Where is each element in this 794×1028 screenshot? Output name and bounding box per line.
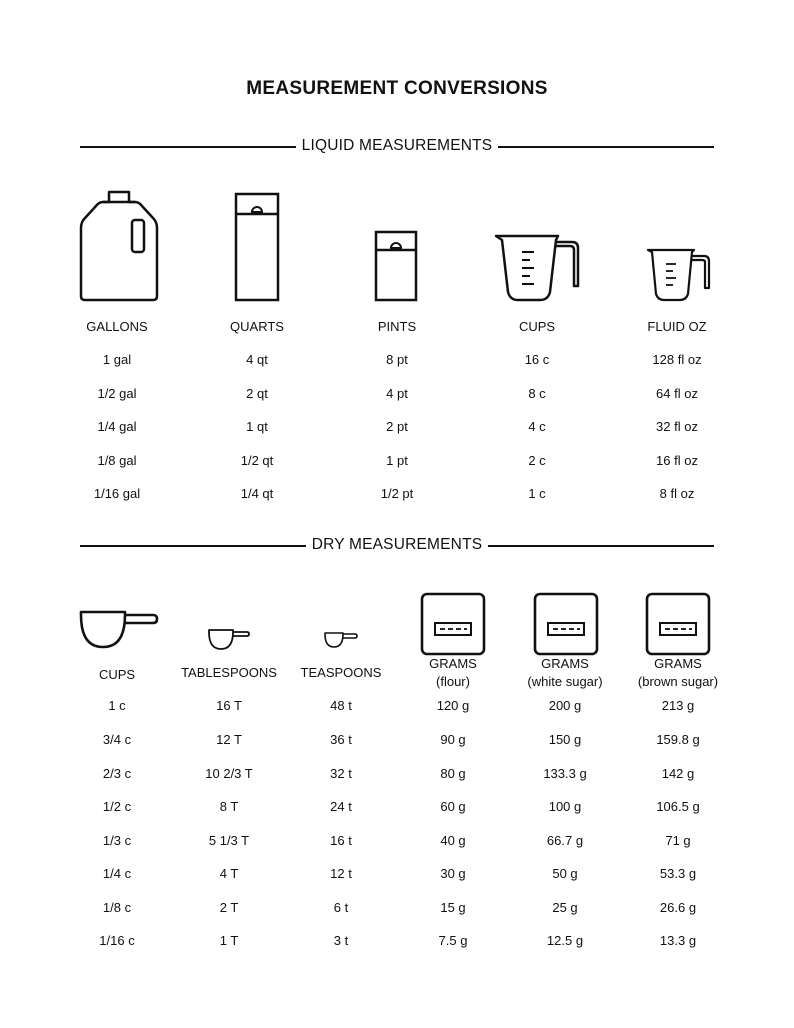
- quarts-cell: 1 qt: [246, 419, 268, 434]
- dry-cups-cell: 1/2 c: [102, 799, 132, 814]
- grams-white-sugar-cell: 133.3 g: [543, 766, 587, 781]
- cups-header: CUPS: [518, 319, 556, 334]
- cup-scoop-icon: [79, 609, 159, 651]
- grams-brown-sugar-cell: 213 g: [661, 698, 695, 713]
- quarts-header: QUARTS: [230, 319, 284, 334]
- grams-flour-cell: 7.5 g: [438, 933, 468, 948]
- cups-cell: 1 c: [528, 486, 546, 501]
- fluid-oz-header: FLUID OZ: [647, 319, 707, 334]
- grams-brown-sugar-cell: 13.3 g: [659, 933, 697, 948]
- teaspoons-cell: 24 t: [330, 799, 352, 814]
- grams-white-sugar-subheader: (white sugar): [527, 674, 603, 689]
- dry-cups-cell: 1/8 c: [102, 900, 132, 915]
- pints-cell: 4 pt: [386, 386, 408, 401]
- pints-cell: 8 pt: [386, 352, 408, 367]
- grams-brown-sugar-cell: 142 g: [661, 766, 695, 781]
- grams-flour-subheader: (flour): [436, 674, 470, 689]
- quarts-cell: 4 qt: [246, 352, 268, 367]
- gallon-jug-icon: [79, 190, 159, 302]
- grams-flour-cell: 15 g: [440, 900, 466, 915]
- grams-white-sugar-cell: 50 g: [552, 866, 578, 881]
- tablespoons-cell: 5 1/3 T: [208, 833, 250, 848]
- grams-brown-sugar-cell: 106.5 g: [656, 799, 700, 814]
- teaspoons-cell: 32 t: [330, 766, 352, 781]
- dry-cups-cell: 3/4 c: [102, 732, 132, 747]
- teaspoons-header: TEASPOONS: [300, 665, 382, 680]
- grams-flour-cell: 120 g: [436, 698, 470, 713]
- quart-carton-icon: [234, 192, 280, 302]
- grams-white-sugar-cell: 66.7 g: [546, 833, 584, 848]
- dry-section-title: DRY MEASUREMENTS: [306, 536, 489, 553]
- grams-flour-cell: 60 g: [440, 799, 466, 814]
- cups-cell: 16 c: [524, 352, 550, 367]
- tablespoons-cell: 2 T: [219, 900, 239, 915]
- grams-brown-sugar-cell: 71 g: [665, 833, 691, 848]
- dry-cups-cell: 2/3 c: [102, 766, 132, 781]
- dry-section-label: [0, 536, 794, 554]
- tablespoons-header: TABLESPOONS: [181, 665, 277, 680]
- pints-cell: 2 pt: [386, 419, 408, 434]
- grams-white-sugar-cell: 12.5 g: [546, 933, 584, 948]
- pints-header: PINTS: [377, 319, 417, 334]
- grams-brown-sugar-subheader: (brown sugar): [637, 674, 719, 689]
- pint-carton-icon: [374, 230, 418, 302]
- gallons-cell: 1 gal: [102, 352, 132, 367]
- grams-white-sugar-header: GRAMS: [541, 656, 589, 671]
- tablespoons-cell: 10 2/3 T: [205, 766, 253, 781]
- cups-cell: 2 c: [528, 453, 546, 468]
- liquid-section-title: LIQUID MEASUREMENTS: [296, 137, 499, 154]
- gallons-cell: 1/16 gal: [93, 486, 141, 501]
- fluid-oz-cell: 16 fl oz: [656, 453, 698, 468]
- fluid-oz-cell: 32 fl oz: [656, 419, 698, 434]
- gallons-header: GALLONS: [86, 319, 148, 334]
- page-title: MEASUREMENT CONVERSIONS: [246, 78, 548, 99]
- cups-cell: 4 c: [528, 419, 546, 434]
- teaspoon-scoop-icon: [323, 631, 359, 649]
- grams-white-sugar-cell: 200 g: [548, 698, 582, 713]
- pints-cell: 1/2 pt: [380, 486, 414, 501]
- teaspoons-cell: 6 t: [333, 900, 349, 915]
- teaspoons-cell: 36 t: [330, 732, 352, 747]
- gallons-cell: 1/8 gal: [97, 453, 137, 468]
- kitchen-scale-icon: [533, 592, 599, 656]
- grams-white-sugar-cell: 150 g: [548, 732, 582, 747]
- dry-cups-header: CUPS: [98, 667, 136, 682]
- small-measuring-cup-icon: [646, 246, 712, 304]
- grams-flour-cell: 80 g: [440, 766, 466, 781]
- fluid-oz-cell: 128 fl oz: [652, 352, 702, 367]
- tablespoons-cell: 16 T: [216, 698, 242, 713]
- kitchen-scale-icon: [645, 592, 711, 656]
- measuring-cup-icon: [494, 232, 580, 304]
- grams-white-sugar-cell: 100 g: [548, 799, 582, 814]
- fluid-oz-cell: 64 fl oz: [656, 386, 698, 401]
- grams-flour-cell: 30 g: [440, 866, 466, 881]
- grams-brown-sugar-cell: 53.3 g: [659, 866, 697, 881]
- grams-flour-header: GRAMS: [429, 656, 477, 671]
- grams-brown-sugar-header: GRAMS: [654, 656, 702, 671]
- dry-cups-cell: 1/3 c: [102, 833, 132, 848]
- teaspoons-cell: 16 t: [330, 833, 352, 848]
- grams-flour-cell: 90 g: [440, 732, 466, 747]
- quarts-cell: 1/2 qt: [240, 453, 274, 468]
- gallons-cell: 1/2 gal: [97, 386, 137, 401]
- gallons-cell: 1/4 gal: [97, 419, 137, 434]
- grams-flour-cell: 40 g: [440, 833, 466, 848]
- teaspoons-cell: 48 t: [330, 698, 352, 713]
- fluid-oz-cell: 8 fl oz: [659, 486, 695, 501]
- tablespoons-cell: 8 T: [219, 799, 239, 814]
- pints-cell: 1 pt: [386, 453, 408, 468]
- quarts-cell: 2 qt: [246, 386, 268, 401]
- quarts-cell: 1/4 qt: [240, 486, 274, 501]
- teaspoons-cell: 3 t: [333, 933, 349, 948]
- tablespoons-cell: 1 T: [219, 933, 239, 948]
- grams-white-sugar-cell: 25 g: [552, 900, 578, 915]
- cups-cell: 8 c: [528, 386, 546, 401]
- dry-cups-cell: 1/4 c: [102, 866, 132, 881]
- tablespoons-cell: 4 T: [219, 866, 239, 881]
- tablespoon-scoop-icon: [207, 628, 251, 652]
- liquid-section-label: [0, 137, 794, 155]
- teaspoons-cell: 12 t: [330, 866, 352, 881]
- grams-brown-sugar-cell: 26.6 g: [659, 900, 697, 915]
- dry-cups-cell: 1/16 c: [99, 933, 135, 948]
- grams-brown-sugar-cell: 159.8 g: [656, 732, 700, 747]
- dry-cups-cell: 1 c: [108, 698, 126, 713]
- kitchen-scale-icon: [420, 592, 486, 656]
- tablespoons-cell: 12 T: [216, 732, 242, 747]
